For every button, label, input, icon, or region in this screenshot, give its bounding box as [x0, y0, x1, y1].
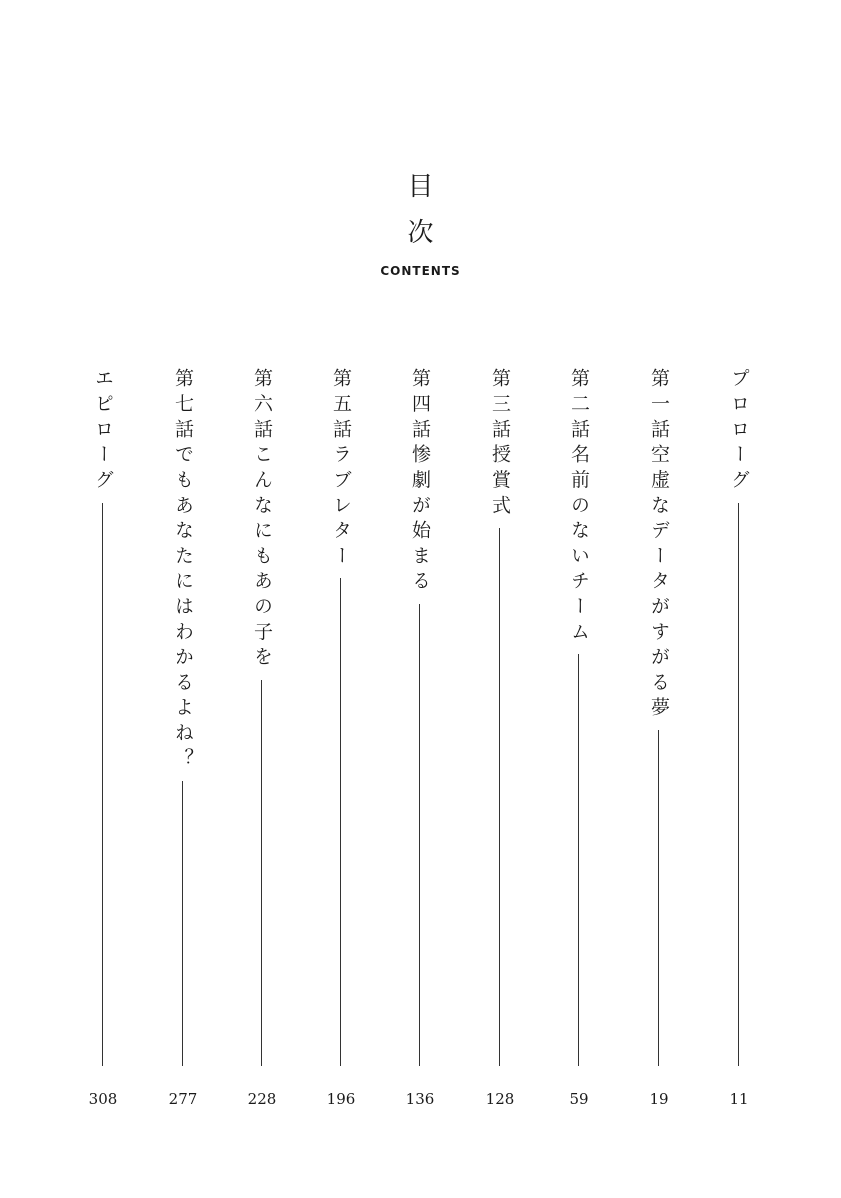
chapter-label: 第七話: [172, 368, 194, 444]
entry-title: こんなにもあの子を: [251, 443, 273, 672]
toc-entry-chapter-6[interactable]: [242, 368, 282, 1108]
page-number: 19: [649, 1090, 669, 1108]
page-number: 136: [405, 1090, 435, 1108]
chapter-label: 第三話: [489, 368, 511, 444]
leader-line: [182, 781, 183, 1066]
leader-line: [658, 730, 659, 1066]
page-number: 196: [326, 1090, 356, 1108]
toc-entry-chapter-2[interactable]: [559, 368, 599, 1108]
leader-line: [578, 654, 579, 1066]
page-number: 277: [168, 1090, 198, 1108]
entry-title: エピローグ: [92, 368, 114, 495]
page-subtitle: CONTENTS: [380, 264, 461, 278]
entry-title: 授賞式: [489, 443, 511, 520]
toc-entry-prologue[interactable]: [719, 368, 759, 1108]
toc-entry-chapter-4[interactable]: [400, 368, 440, 1108]
entry-title: でもあなたにはわかるよね？: [172, 443, 194, 773]
leader-line: [419, 604, 420, 1066]
page-number: 11: [729, 1090, 749, 1108]
toc-entry-chapter-1[interactable]: [639, 368, 679, 1108]
chapter-label: 第四話: [409, 368, 431, 444]
entry-title: プロローグ: [728, 368, 750, 495]
page-number: 128: [485, 1090, 515, 1108]
chapter-label: 第五話: [330, 368, 352, 444]
page-number: 308: [88, 1090, 118, 1108]
chapter-label: 第六話: [251, 368, 273, 444]
entry-title: 惨劇が始まる: [409, 443, 431, 596]
toc-entry-chapter-5[interactable]: [321, 368, 361, 1108]
leader-line: [340, 578, 341, 1066]
leader-line: [102, 503, 103, 1067]
toc-entry-epilogue[interactable]: [83, 368, 123, 1108]
chapter-label: 第一話: [648, 368, 670, 444]
entry-title: 空虚なデータがすがる夢: [648, 443, 670, 723]
entry-title: 名前のないチーム: [568, 443, 590, 647]
toc-entry-chapter-3[interactable]: [480, 368, 520, 1108]
leader-line: [499, 528, 500, 1066]
page-number: 228: [247, 1090, 277, 1108]
entry-title: ラブレター: [330, 443, 352, 571]
page-title-char-1: 目: [407, 172, 434, 202]
page-title-char-2: 次: [407, 218, 434, 248]
leader-line: [261, 680, 262, 1066]
leader-line: [738, 503, 739, 1067]
chapter-label: 第二話: [568, 368, 590, 444]
page-number: 59: [569, 1090, 589, 1108]
toc-entry-chapter-7[interactable]: [163, 368, 203, 1108]
